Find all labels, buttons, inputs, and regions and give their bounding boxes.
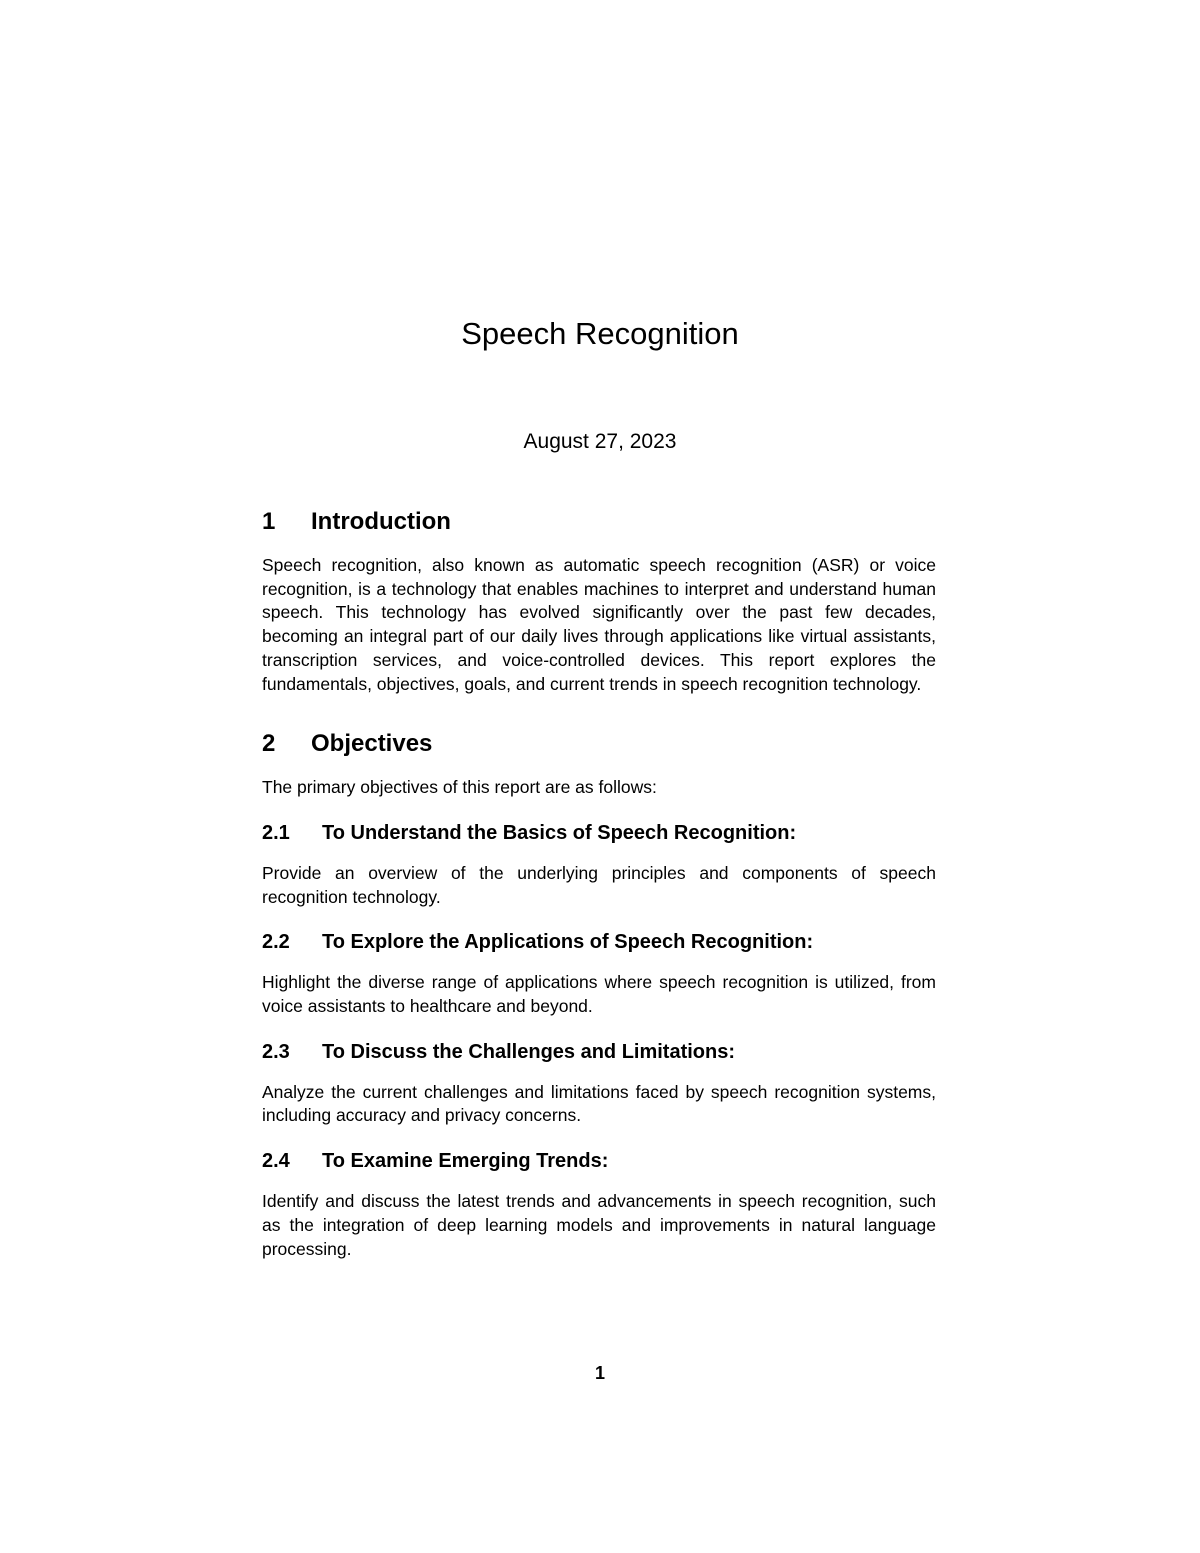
section-number: 1 <box>262 508 276 535</box>
section-heading-introduction <box>262 508 936 542</box>
document-title: Speech Recognition <box>461 316 739 351</box>
subsection-number: 2.3 <box>262 1040 290 1063</box>
subsection-title: To Understand the Basics of Speech Recognition: <box>322 821 797 844</box>
section-title: Introduction <box>311 508 451 535</box>
subsection-number: 2.2 <box>262 931 290 954</box>
section-heading-objectives <box>262 730 936 764</box>
subsection-number: 2.1 <box>262 821 290 844</box>
subsection-number: 2.4 <box>262 1150 290 1173</box>
subsection-heading-2-3 <box>262 1041 936 1069</box>
subsection-paragraph-2-2: Highlight the diverse range of applications where speech recognition is utilized, from voice assistants to healthcare and beyond. <box>262 972 936 1017</box>
section-title: Objectives <box>311 730 433 758</box>
subsection-title: To Examine Emerging Trends: <box>322 1150 609 1173</box>
objectives-paragraph: The primary objectives of this report are as follows: <box>262 777 657 798</box>
subsection-title: To Discuss the Challenges and Limitations: <box>322 1040 736 1063</box>
subsection-heading-2-2 <box>262 931 936 959</box>
page-number: 1 <box>594 1363 605 1383</box>
document-date: August 27, 2023 <box>523 430 677 453</box>
document-body <box>262 508 936 1261</box>
section-number: 2 <box>262 730 276 758</box>
subsection-paragraph-2-3: Analyze the current challenges and limitations faced by speech recognition systems, including accuracy and privacy concerns. <box>262 1081 936 1126</box>
subsection-title: To Explore the Applications of Speech Recognition: <box>322 931 814 954</box>
introduction-paragraph: Speech recognition, also known as automatic speech recognition (ASR) or voice recognition, is a technology that enables machines to interpret and understand human speech. This technology has evolved significantly over the past few decades, becoming an integral part of our daily lives through applications like virtual assistants, transcription services, and voice-controlled devices. This report explores the fundamentals, objectives, goals, and current trends in speech recognition technology. <box>262 555 936 694</box>
subsection-heading-2-1 <box>262 822 936 850</box>
subsection-paragraph-2-4: Identify and discuss the latest trends and advancements in speech recognition, such as the integration of deep learning models and improvements in natural language processing. <box>262 1191 936 1259</box>
subsection-heading-2-4 <box>262 1150 936 1178</box>
subsection-paragraph-2-1: Provide an overview of the underlying principles and components of speech recognition technology. <box>262 862 936 907</box>
